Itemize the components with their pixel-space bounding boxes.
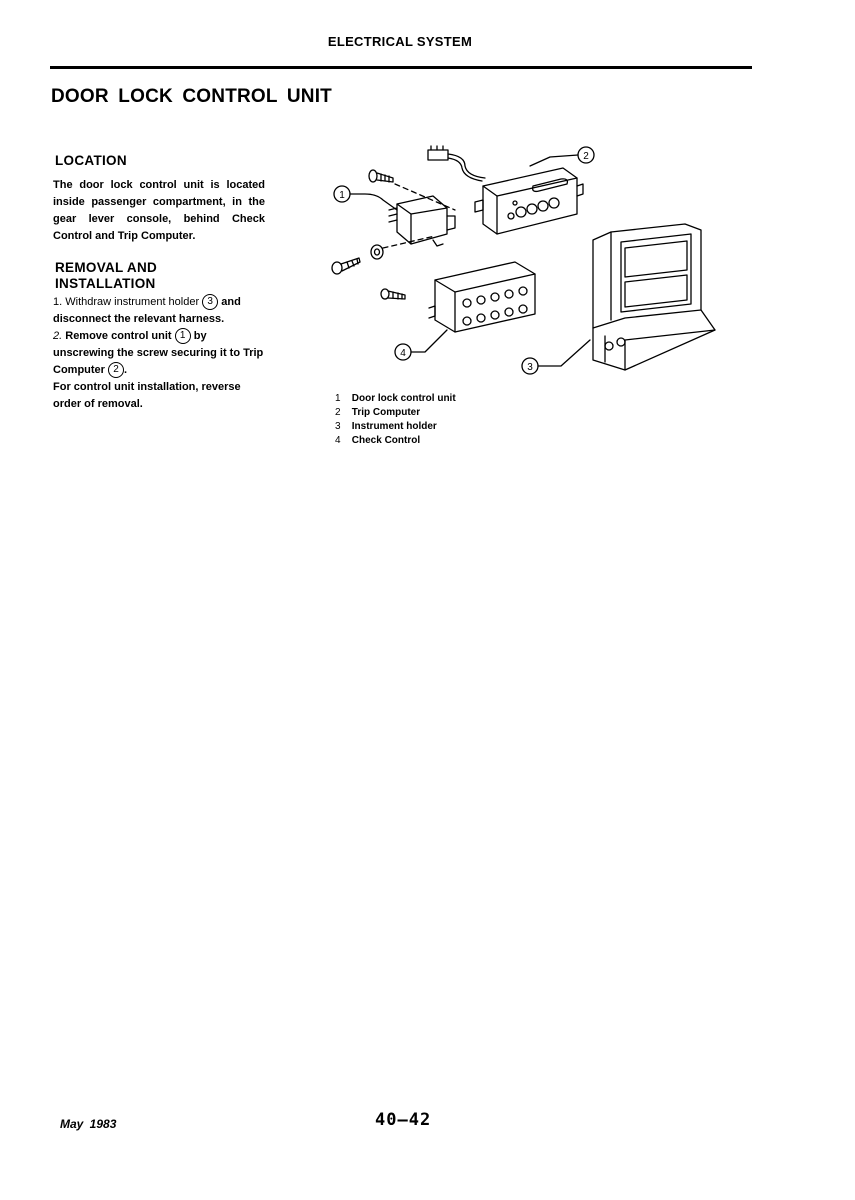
callout-4: [395, 330, 447, 360]
leader-dashed-left: [383, 236, 435, 248]
step-1-number: 1.: [53, 296, 63, 308]
step-2-text-b: by unscrewing the screw securing it to Trip Computer: [53, 330, 264, 376]
step-1: [53, 294, 265, 328]
callout-3: [522, 340, 590, 374]
callout-2: [530, 147, 594, 166]
ref-circle-2: 2: [108, 362, 124, 378]
installation-note: For control unit installation, reverse order of removal.: [53, 381, 241, 410]
ref-circle-1: 1: [175, 328, 191, 344]
callout-1: [334, 186, 397, 210]
instrument-holder-drawing: [593, 224, 715, 370]
check-control-drawing: [429, 262, 535, 332]
legend-item: 4 Check Control: [335, 435, 421, 446]
step-2-text-a: Remove control unit: [65, 330, 172, 342]
figure-legend: [335, 392, 456, 448]
removal-steps: [53, 294, 265, 413]
leader-dashed-top: [395, 184, 455, 210]
header-rule: [50, 66, 752, 69]
svg-text:3: 3: [527, 362, 533, 373]
removal-heading-line1: REMOVAL AND: [55, 260, 158, 275]
svg-text:4: 4: [400, 348, 406, 359]
location-body: The door lock control unit is located inside passenger compartment, in the gear lever console, behind Check Control and Trip Computer.: [53, 179, 265, 242]
harness-connector: [428, 146, 485, 181]
legend-item: 3 Instrument holder: [335, 421, 437, 432]
top-screw: [369, 170, 393, 182]
small-screw: [381, 289, 405, 299]
step-1-text-a: Withdraw instrument holder: [65, 296, 200, 308]
removal-heading: [55, 260, 255, 292]
legend-item: 2 Trip Computer: [335, 407, 421, 418]
svg-text:2: 2: [583, 151, 589, 162]
legend-item: 1 Door lock control unit: [335, 393, 456, 404]
section-header: ELECTRICAL SYSTEM: [327, 34, 473, 49]
step-1-text-b: and disconnect the relevant harness.: [53, 296, 241, 325]
exploded-view-figure: [325, 140, 725, 385]
page-title: DOOR LOCK CONTROL UNIT: [51, 86, 332, 107]
footer-date: May 1983: [60, 1117, 117, 1131]
page-number: 40–42: [375, 1110, 432, 1130]
svg-text:1: 1: [339, 190, 345, 201]
left-screw: [332, 245, 383, 274]
trip-computer-drawing: [475, 168, 583, 234]
step-2-text-c: .: [124, 364, 128, 376]
ref-circle-3: 3: [202, 294, 218, 310]
removal-heading-line2: INSTALLATION: [55, 276, 156, 291]
location-heading: LOCATION: [55, 153, 127, 168]
step-2-number: 2.: [53, 330, 63, 342]
step-2: [53, 328, 265, 379]
